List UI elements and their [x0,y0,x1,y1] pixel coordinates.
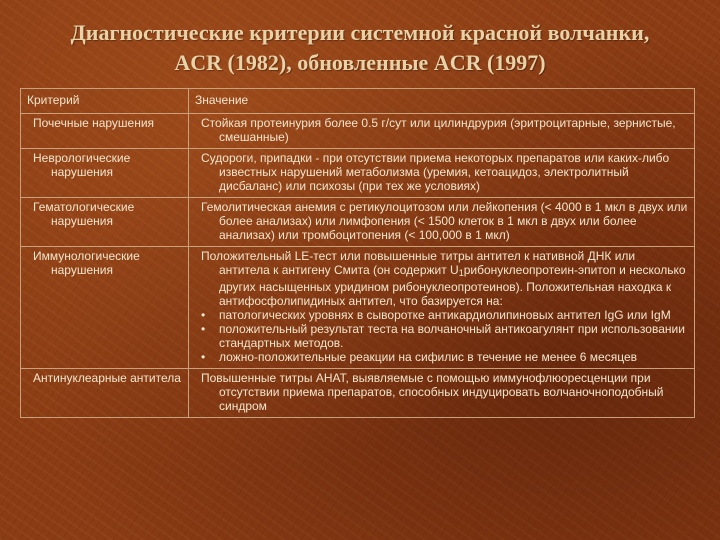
value-hemato: Гемолитическая анемия с ретикулоцитозом или лейкопения (< 4000 в 1 мкл в двух или более анализах) или лимфопения (< 1500 клеток в 1 мкл в двух или более анализах) или тромбоцитопения (< 100,000 в 1 мкл) [201,200,688,242]
table-row [21,247,695,369]
criterion-ana: Антинуклеарные антитела [33,371,181,385]
table-header-row [21,89,695,114]
header-value: Значение [189,89,695,114]
bullet-icon: • [201,322,206,336]
table-row [21,369,695,418]
header-criterion: Критерий [21,89,189,114]
value-ana: Повышенные титры АНАТ, выявляемые с помощью иммунофлюоресценции при отсутствии приема препаратов, способных индуцировать волчаночноподобный синдром [201,371,664,413]
slide-title [0,18,720,78]
value-neuro: Судороги, припадки - при отсутствии приема некоторых препаратов или каких-либо известных нарушений метаболизма (уремия, кетоацидоз, электролитный дисбаланс) или психозы (при тех же условиях) [201,151,670,193]
value-immuno [195,249,688,308]
criteria-table [20,88,695,418]
criterion-neuro: Неврологические нарушения [33,151,131,179]
title-line-1: Диагностические критерии системной красной волчанки, [70,20,650,45]
value-immuno-pre: Положительный LE-тест или повышенные титры антител к нативной ДНК или антитела к антигену Смита (он содержит U [201,249,636,277]
value-immuno-post: рибонуклеопротеин-эпитоп и несколько других насыщенных уридином рибонуклеопротеинов). Положительная находка к антифосфолипидиных антител, что базируется на: [219,263,686,308]
list-item: • положительный результат теста на волчаночный антикоагулянт при использовании стандартных методов. [201,322,685,350]
bullet-icon: • [201,308,206,322]
title-line-2: ACR (1982), обновленные ACR (1997) [174,50,546,75]
table-row [21,149,695,198]
bullet-icon: • [201,350,206,364]
value-immuno-sub: 1 [458,268,464,278]
value-renal: Стойкая протеинурия более 0.5 г/сут или цилиндрурия (эритроцитарные, зернистые, смешанные) [201,116,676,144]
list-item: • ложно-положительные реакции на сифилис в течение не менее 6 месяцев [201,350,637,364]
list-item: • патологических уровнях в сыворотке антикардиолипиновых антител IgG или IgM [201,308,671,322]
immuno-bullet-list [195,308,688,364]
criterion-immuno: Иммунологические нарушения [33,249,140,277]
table-row [21,114,695,149]
criterion-renal: Почечные нарушения [33,116,155,130]
table-row [21,198,695,247]
criterion-hemato: Гематологические нарушения [33,200,135,228]
